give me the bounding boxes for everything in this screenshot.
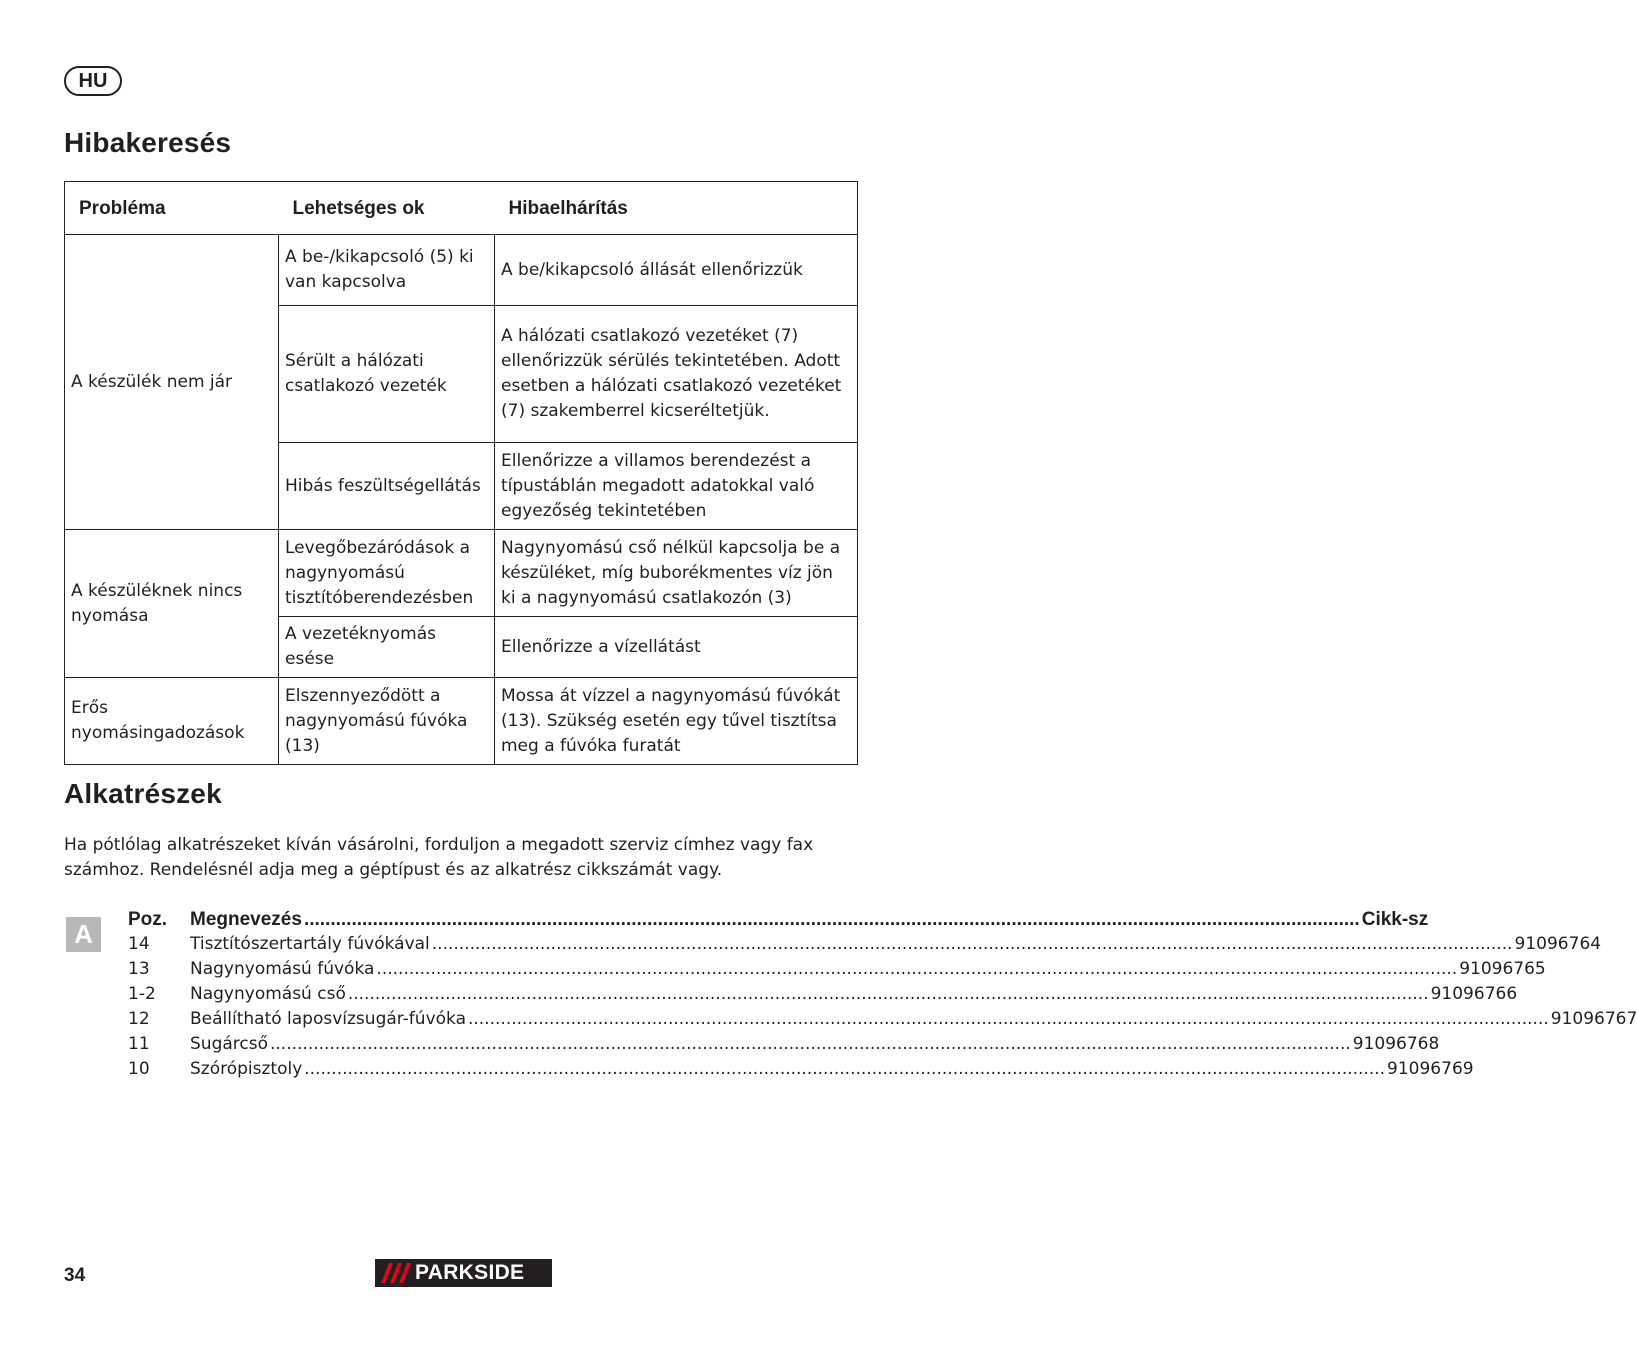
cause-cell: A vezetéknyomás esése <box>279 617 495 678</box>
part-name: Szórópisztoly <box>190 1059 303 1079</box>
problem-cell: A készülék nem jár <box>65 235 279 530</box>
part-pos: 1-2 <box>128 984 156 1004</box>
cause-cell: Sérült a hálózati csatlakozó vezeték <box>279 306 495 443</box>
parts-header-row <box>128 907 1429 932</box>
remedy-cell: Nagynyomású cső nélkül kapcsolja be a készüléket, míg buborékmentes víz jön ki a nagynyomású csatlakozón (3) <box>495 530 858 617</box>
list-item <box>128 1057 1474 1082</box>
header-problem: Probléma <box>65 182 279 235</box>
part-number: 91096765 <box>1459 959 1546 979</box>
figure-label: A <box>66 917 101 952</box>
part-name: Beállítható laposvízsugár-fúvóka <box>190 1009 466 1029</box>
table-row <box>65 678 858 765</box>
cause-cell: A be-/kikapcsoló (5) ki van kapcsolva <box>279 235 495 306</box>
table-row <box>65 235 858 306</box>
leader-dots: ........................................................................................................................................................................................................ <box>347 984 1429 1004</box>
leader-dots: ........................................................................................................................................................................................................ <box>270 1034 1351 1054</box>
table-row <box>65 530 858 617</box>
part-pos: 13 <box>128 959 150 979</box>
part-pos: 12 <box>128 1009 150 1029</box>
parts-header-pos: Poz. <box>128 909 168 930</box>
list-item <box>128 932 1602 957</box>
part-name: Nagynyomású fúvóka <box>190 959 375 979</box>
leader-dots: ........................................................................................................................................................................................................ <box>376 959 1458 979</box>
part-pos: 11 <box>128 1034 150 1054</box>
part-pos: 14 <box>128 934 150 954</box>
parts-header-number: Cikk-sz <box>1361 909 1429 930</box>
problem-cell: A készüléknek nincs nyomása <box>65 530 279 678</box>
part-number: 91096767 <box>1550 1009 1637 1029</box>
parts-title: Alkatrészek <box>64 778 222 809</box>
language-badge: HU <box>64 66 122 96</box>
parts-header-name: Megnevezés <box>190 909 302 930</box>
leader-dots: ........................................................................................................................................................................................................ <box>303 909 1360 930</box>
cause-cell: Elszennyeződött a nagynyomású fúvóka (13) <box>279 678 495 765</box>
remedy-cell: A hálózati csatlakozó vezetéket (7) ellenőrizzük sérülés tekintetében. Adott esetben a hálózati csatlakozó vezetéket (7) szakemberrel kicseréltetjük. <box>495 306 858 443</box>
part-number: 91096764 <box>1514 934 1602 954</box>
leader-dots: ........................................................................................................................................................................................................ <box>468 1009 1549 1029</box>
part-name: Nagynyomású cső <box>190 984 346 1004</box>
list-item <box>128 1032 1440 1057</box>
part-pos: 10 <box>128 1059 150 1079</box>
remedy-cell: Ellenőrizze a villamos berendezést a típustáblán megadott adatokkal való egyezőség tekintetében <box>495 443 858 530</box>
part-number: 91096768 <box>1352 1034 1440 1054</box>
leader-dots: ........................................................................................................................................................................................................ <box>304 1059 1386 1079</box>
header-remedy: Hibaelhárítás <box>495 182 858 235</box>
remedy-cell: A be/kikapcsoló állását ellenőrizzük <box>495 235 858 306</box>
leader-dots: ........................................................................................................................................................................................................ <box>431 934 1513 954</box>
cause-cell: Hibás feszültségellátás <box>279 443 495 530</box>
brand-logo <box>375 1259 552 1287</box>
part-name: Tisztítószertartály fúvókával <box>190 934 430 954</box>
logo-stripes-icon <box>375 1259 415 1287</box>
list-item <box>128 1007 1637 1032</box>
cause-cell: Levegőbezáródások a nagynyomású tisztítóberendezésben <box>279 530 495 617</box>
table-header-row <box>65 182 858 235</box>
troubleshooting-table <box>64 181 858 765</box>
header-cause: Lehetséges ok <box>279 182 495 235</box>
part-number: 91096769 <box>1387 1059 1474 1079</box>
part-name: Sugárcső <box>190 1034 268 1054</box>
part-number: 91096766 <box>1430 984 1518 1004</box>
remedy-cell: Mossa át vízzel a nagynyomású fúvókát (13). Szükség esetén egy tűvel tisztítsa meg a fúvóka furatát <box>495 678 858 765</box>
parts-intro: Ha pótlólag alkatrészeket kíván vásárolni, forduljon a megadott szerviz címhez vagy fax számhoz. Rendelésnél adja meg a géptípust és az alkatrész cikkszámát vagy. <box>64 835 814 880</box>
troubleshooting-title: Hibakeresés <box>64 127 232 158</box>
parts-list <box>128 907 1637 1082</box>
page-number: 34 <box>64 1265 86 1286</box>
list-item <box>128 982 1518 1007</box>
remedy-cell: Ellenőrizze a vízellátást <box>495 617 858 678</box>
list-item <box>128 957 1546 982</box>
problem-cell: Erős nyomásingadozások <box>65 678 279 765</box>
brand-name: PARKSIDE <box>415 1261 525 1284</box>
